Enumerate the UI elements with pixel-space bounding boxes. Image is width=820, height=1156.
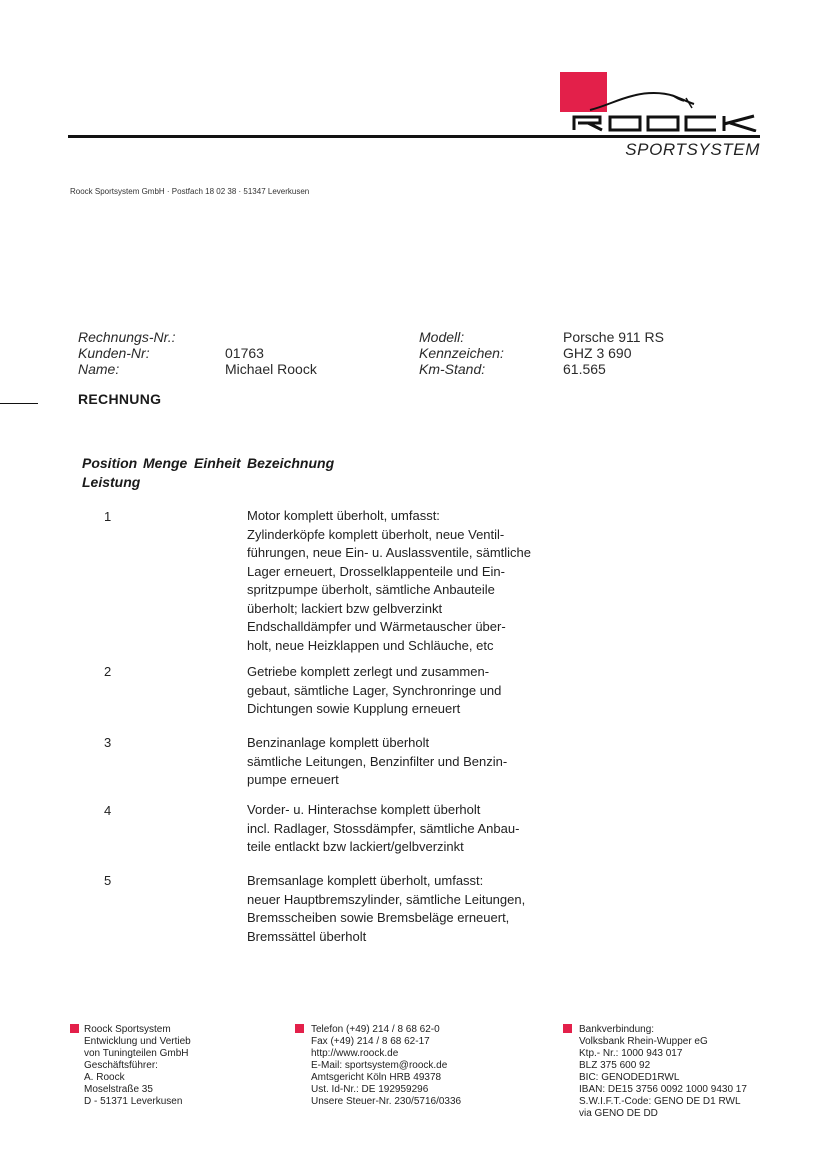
logo-subtitle: SPORTSYSTEM (625, 140, 760, 159)
roock-wordmark (570, 114, 760, 132)
footer-line: Entwicklung und Vertieb (84, 1036, 191, 1047)
mileage-value: 61.565 (563, 361, 606, 377)
license-plate-label: Kennzeichen: (419, 345, 504, 361)
name-value: Michael Roock (225, 361, 317, 377)
position-description (247, 663, 547, 719)
description-line: Benzinanlage komplett überholt (247, 735, 430, 750)
column-position: Position (82, 455, 138, 471)
mileage-label: Km-Stand: (419, 361, 486, 377)
position-description (247, 507, 547, 655)
sender-address-line: Roock Sportsystem GmbH · Postfach 18 02 38 · 51347 Leverkusen (70, 187, 310, 196)
description-line: teile entlackt bzw lackiert/gelbverzinkt (247, 839, 464, 854)
description-line: Endschalldämpfer und Wärmetauscher über- (247, 619, 506, 634)
description-line: Getriebe komplett zerlegt und zusammen- (247, 664, 490, 679)
footer-line: Ktp.- Nr.: 1000 943 017 (579, 1048, 683, 1059)
footer-line: Fax (+49) 214 / 8 68 62-17 (311, 1036, 430, 1047)
footer-line: Volksbank Rhein-Wupper eG (579, 1036, 708, 1047)
description-line: pumpe erneuert (247, 772, 339, 787)
position-number: 1 (104, 509, 112, 524)
position-number: 4 (104, 803, 112, 818)
model-label: Modell: (419, 329, 465, 345)
header-rule (68, 135, 760, 138)
customer-number-label: Kunden-Nr: (78, 345, 150, 361)
footer-bullet-square (295, 1024, 304, 1033)
footer-line: Unsere Steuer-Nr. 230/5716/0336 (311, 1096, 462, 1107)
position-number: 3 (104, 735, 112, 750)
description-line: holt, neue Heizklappen und Schläuche, etc (247, 637, 494, 653)
footer-line: Roock Sportsystem (84, 1024, 171, 1035)
footer-line: von Tuningteilen GmbH (84, 1048, 189, 1059)
description-line: Bremssättel überholt (247, 928, 367, 944)
invoice-number-label: Rechnungs-Nr.: (78, 329, 176, 345)
footer-line: Telefon (+49) 214 / 8 68 62-0 (311, 1024, 440, 1035)
footer-line: E-Mail: sportsystem@roock.de (311, 1060, 448, 1071)
description-line: überholt; lackiert bzw gelbverzinkt (247, 600, 443, 616)
footer-company-block (84, 1024, 191, 1108)
description-line: Bremsanlage komplett überholt, umfasst: (247, 873, 484, 888)
model-value: Porsche 911 RS (563, 329, 664, 345)
description-line: neuer Hauptbremszylinder, sämtliche Leitungen, (247, 891, 526, 907)
column-bezeichnung: Bezeichnung (247, 455, 335, 471)
description-line: Motor komplett überholt, umfasst: (247, 508, 440, 523)
position-number: 2 (104, 664, 112, 679)
description-line: Zylinderköpfe komplett überholt, neue Ventil- (247, 526, 505, 542)
description-line: gebaut, sämtliche Lager, Synchronringe und (247, 682, 502, 698)
footer-line: A. Roock (84, 1072, 125, 1083)
footer-line: http://www.roock.de (311, 1048, 399, 1059)
footer-line: BLZ 375 600 92 (579, 1060, 651, 1071)
footer-contact-block (311, 1024, 461, 1108)
column-menge: Menge (143, 455, 188, 471)
description-line: Bremsscheiben sowie Bremsbeläge erneuert, (247, 910, 510, 925)
footer-line: Ust. Id-Nr.: DE 192959296 (311, 1084, 429, 1095)
footer-line: Moselstraße 35 (84, 1084, 153, 1095)
description-line: sämtliche Leitungen, Benzinfilter und Benzin- (247, 753, 508, 769)
description-line: incl. Radlager, Stossdämpfer, sämtliche Anbau- (247, 820, 520, 836)
description-line: führungen, neue Ein- u. Auslassventile, sämtliche (247, 545, 532, 560)
footer-line: Geschäftsführer: (84, 1060, 158, 1071)
description-line: Lager erneuert, Drosselklappenteile und Ein- (247, 563, 505, 579)
footer-line: IBAN: DE15 3756 0092 1000 9430 17 (579, 1084, 747, 1095)
position-description (247, 872, 547, 946)
document-title: RECHNUNG (78, 391, 162, 407)
column-leistung: Leistung (82, 474, 141, 490)
position-number: 5 (104, 873, 112, 888)
name-label: Name: (78, 361, 120, 377)
fold-mark (0, 403, 38, 404)
footer-bullet-square (70, 1024, 79, 1033)
description-line: spritzpumpe überholt, sämtliche Anbauteile (247, 582, 495, 597)
column-einheit: Einheit (194, 455, 241, 471)
footer-bank-block (579, 1024, 747, 1120)
car-silhouette-icon (588, 84, 698, 114)
footer-bullet-square (563, 1024, 572, 1033)
description-line: Vorder- u. Hinterachse komplett überholt (247, 802, 481, 817)
footer-line: Amtsgericht Köln HRB 49378 (311, 1072, 442, 1083)
footer-line: Bankverbindung: (579, 1024, 655, 1035)
position-description (247, 801, 547, 857)
description-line: Dichtungen sowie Kupplung erneuert (247, 701, 461, 716)
footer-line: via GENO DE DD (579, 1108, 658, 1119)
license-plate-value: GHZ 3 690 (563, 345, 632, 361)
footer-line: D - 51371 Leverkusen (84, 1096, 183, 1107)
footer-line: BIC: GENODED1RWL (579, 1072, 680, 1083)
customer-number-value: 01763 (225, 345, 264, 361)
position-description (247, 734, 547, 790)
footer-line: S.W.I.F.T.-Code: GENO DE D1 RWL (579, 1096, 741, 1107)
